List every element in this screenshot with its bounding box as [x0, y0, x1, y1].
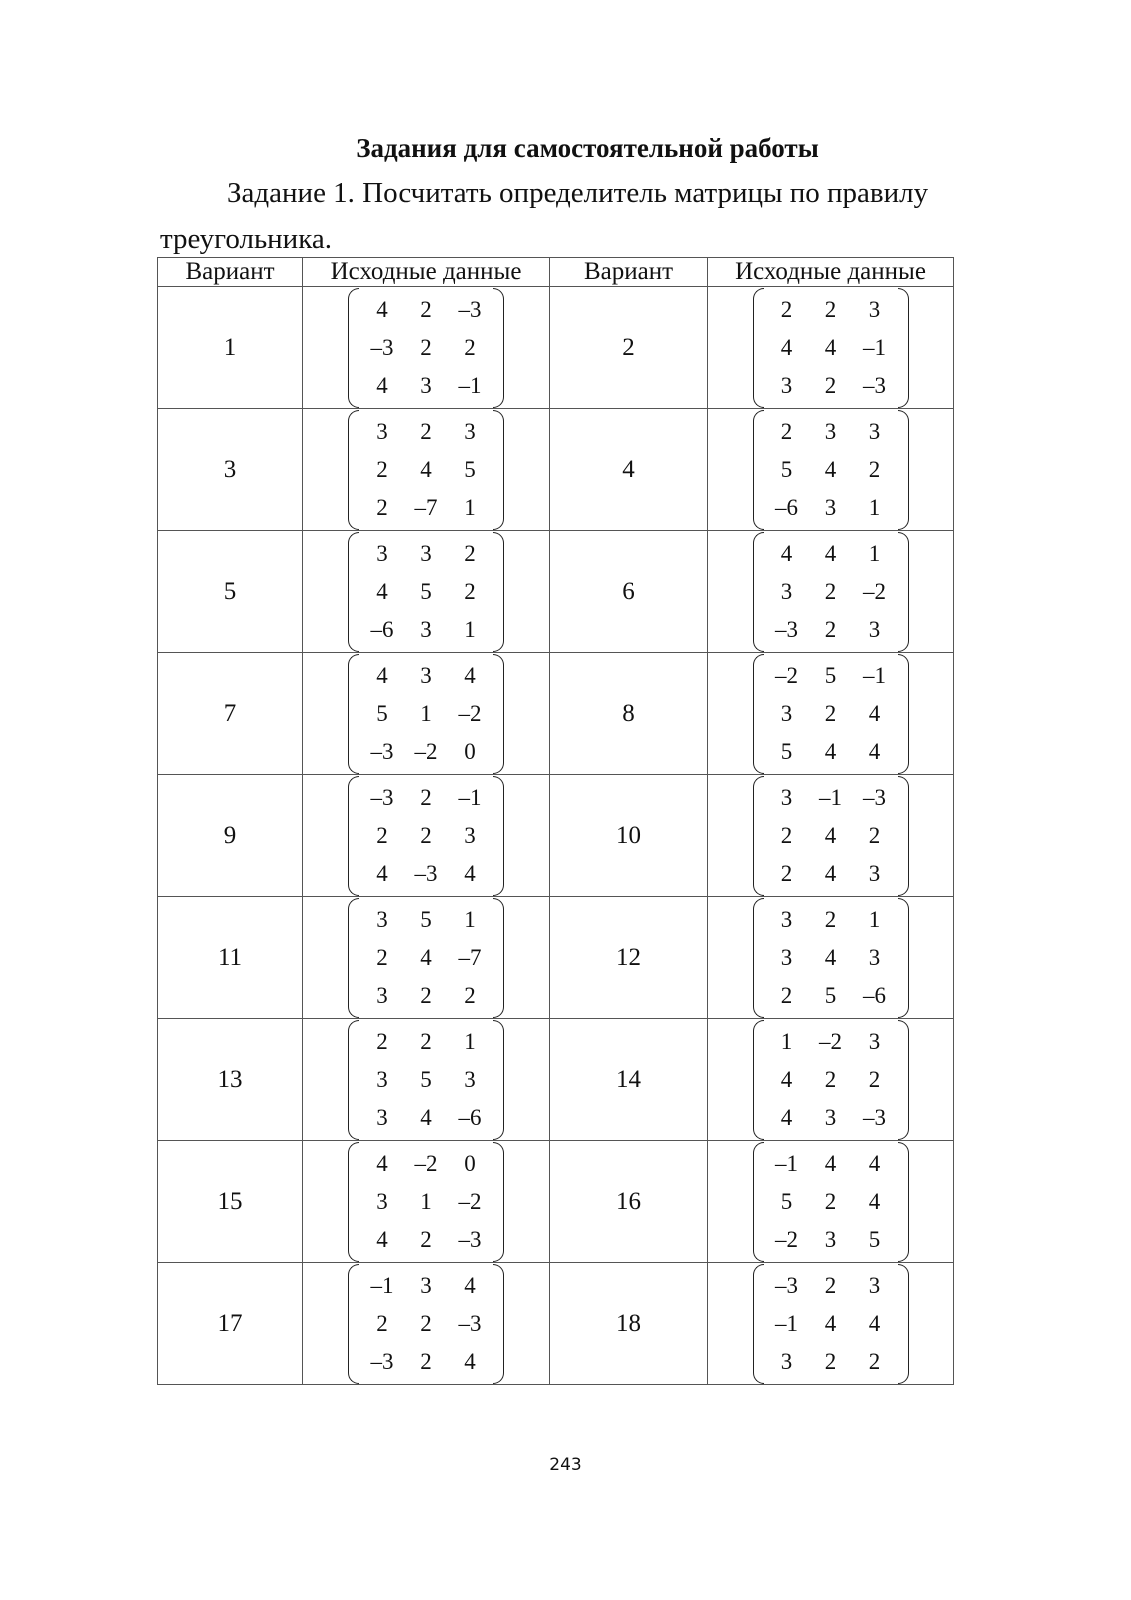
matrix-entry: –3 [863, 372, 886, 398]
variant-number: 8 [550, 653, 708, 775]
matrix-row [360, 1061, 492, 1099]
variant-number: 18 [550, 1263, 708, 1385]
matrix-row [360, 855, 492, 893]
matrix-row [360, 329, 492, 367]
matrix-entry: –1 [458, 372, 482, 398]
matrix-row [765, 611, 897, 649]
matrix-row [765, 1061, 897, 1099]
matrix-entry: 2 [376, 1310, 388, 1336]
matrix-entry: 4 [868, 700, 881, 726]
matrix [753, 1142, 909, 1262]
matrix-entry: 4 [824, 738, 837, 764]
table-header-row [158, 258, 954, 287]
matrix-entry: 5 [824, 982, 837, 1008]
variant-matrix-cell [708, 531, 954, 653]
matrix-entry: 2 [824, 372, 837, 398]
header-variant-left: Вариант [158, 258, 303, 287]
table-row [158, 653, 954, 775]
matrix [753, 776, 909, 896]
matrix-entry: 5 [464, 456, 476, 482]
variant-matrix-cell [303, 653, 550, 775]
matrix-entry: 3 [868, 418, 881, 444]
matrix-row [360, 367, 492, 405]
table-row [158, 409, 954, 531]
matrix-entry: 5 [868, 1226, 881, 1252]
matrix-entry: 4 [868, 1188, 881, 1214]
matrix-entry: 2 [464, 982, 476, 1008]
matrix-entry: 2 [420, 418, 432, 444]
matrix-entry: 4 [868, 1150, 881, 1176]
matrix-row [360, 817, 492, 855]
matrix-entry: –3 [458, 1226, 482, 1252]
matrix-entry: 4 [868, 1310, 881, 1336]
task-statement: Задание 1. Посчитать определитель матрицы по правилу треугольника. [160, 177, 929, 255]
matrix-entry: –2 [819, 1028, 842, 1054]
matrix-entry: 2 [420, 982, 432, 1008]
matrix-entry: 3 [420, 616, 432, 642]
matrix-entry: 5 [420, 578, 432, 604]
matrix-row [360, 779, 492, 817]
matrix-entry: 2 [824, 1348, 837, 1374]
matrix-entry: –3 [370, 1348, 394, 1374]
matrix-row [765, 657, 897, 695]
matrix-entry: 5 [780, 1188, 793, 1214]
matrix-entry: 2 [824, 700, 837, 726]
variant-number: 9 [158, 775, 303, 897]
matrix [753, 898, 909, 1018]
matrix-entry: 4 [824, 1150, 837, 1176]
matrix-entry: –6 [775, 494, 798, 520]
matrix-entry: –3 [863, 1104, 886, 1130]
matrix-row [765, 489, 897, 527]
matrix-entry: 4 [464, 1348, 476, 1374]
matrix-entry: 3 [780, 906, 793, 932]
table-row [158, 897, 954, 1019]
variant-matrix-cell [303, 287, 550, 409]
matrix-entry: 1 [464, 1028, 476, 1054]
matrix-entry: 3 [376, 1188, 388, 1214]
matrix [348, 1020, 504, 1140]
variant-number: 2 [550, 287, 708, 409]
matrix-entry: 4 [824, 456, 837, 482]
variant-number: 1 [158, 287, 303, 409]
matrix-entry: 2 [376, 456, 388, 482]
matrix [753, 410, 909, 530]
matrix-entry: 2 [868, 456, 881, 482]
matrix-entry: 4 [464, 662, 476, 688]
matrix-entry: 2 [420, 1348, 432, 1374]
matrix-entry: –3 [458, 1310, 482, 1336]
matrix-entry: 2 [376, 494, 388, 520]
matrix-entry: 2 [420, 784, 432, 810]
matrix-entry: 2 [420, 1226, 432, 1252]
matrix-entry: 2 [824, 296, 837, 322]
matrix-row [360, 657, 492, 695]
matrix-entry: –3 [863, 784, 886, 810]
matrix-entry: –3 [370, 784, 394, 810]
matrix-row [360, 573, 492, 611]
matrix-row [765, 901, 897, 939]
matrix-row [765, 695, 897, 733]
matrix-entry: 1 [868, 906, 881, 932]
header-data-left: Исходные данные [303, 258, 550, 287]
matrix-entry: 3 [824, 494, 837, 520]
matrix-row [765, 291, 897, 329]
matrix [348, 532, 504, 652]
matrix-row [765, 1023, 897, 1061]
matrix-row [360, 413, 492, 451]
matrix-entry: –1 [819, 784, 842, 810]
matrix-entry: 3 [868, 1272, 881, 1298]
matrix [348, 776, 504, 896]
matrix-row [360, 291, 492, 329]
variant-number: 5 [158, 531, 303, 653]
matrix-entry: 3 [420, 662, 432, 688]
matrix-row [360, 611, 492, 649]
matrix [348, 1264, 504, 1384]
matrix-entry: 3 [420, 372, 432, 398]
matrix-entry: 3 [868, 296, 881, 322]
matrix-entry: –2 [775, 1226, 798, 1252]
variant-matrix-cell [708, 1141, 954, 1263]
page-number: 243 [549, 1455, 582, 1475]
matrix-entry: 2 [824, 616, 837, 642]
matrix-entry: 4 [420, 456, 432, 482]
matrix-entry: 3 [868, 1028, 881, 1054]
matrix [348, 288, 504, 408]
variant-number: 14 [550, 1019, 708, 1141]
matrix-entry: 3 [420, 1272, 432, 1298]
matrix-entry: 2 [464, 578, 476, 604]
matrix-entry: –1 [370, 1272, 394, 1298]
matrix-entry: 4 [420, 1104, 432, 1130]
matrix-row [360, 1221, 492, 1259]
matrix-entry: 2 [824, 1066, 837, 1092]
variant-number: 10 [550, 775, 708, 897]
variant-matrix-cell [708, 287, 954, 409]
matrix-entry: 4 [464, 1272, 476, 1298]
matrix-entry: 3 [376, 1104, 388, 1130]
matrix-entry: 4 [780, 1104, 793, 1130]
variant-number: 7 [158, 653, 303, 775]
matrix-entry: 3 [376, 982, 388, 1008]
matrix-entry: 2 [780, 982, 793, 1008]
matrix-row [360, 695, 492, 733]
matrix-entry: –6 [458, 1104, 482, 1130]
matrix-entry: –3 [370, 738, 394, 764]
matrix-entry: 1 [464, 616, 476, 642]
variant-number: 4 [550, 409, 708, 531]
matrix-row [360, 1267, 492, 1305]
matrix-entry: –2 [775, 662, 798, 688]
matrix-entry: 4 [824, 334, 837, 360]
variant-matrix-cell [708, 409, 954, 531]
variant-matrix-cell [303, 1263, 550, 1385]
matrix-entry: 4 [824, 1310, 837, 1336]
table-row [158, 1263, 954, 1385]
matrix-row [765, 1343, 897, 1381]
matrix-row [765, 329, 897, 367]
table-row [158, 287, 954, 409]
matrix-row [360, 1023, 492, 1061]
matrix-row [360, 1343, 492, 1381]
matrix [753, 654, 909, 774]
matrix-entry: 3 [780, 1348, 793, 1374]
matrix-entry: 2 [420, 1028, 432, 1054]
variant-number: 15 [158, 1141, 303, 1263]
matrix-entry: 2 [376, 944, 388, 970]
matrix-entry: 5 [420, 1066, 432, 1092]
matrix-entry: –3 [775, 1272, 798, 1298]
matrix-entry: –1 [863, 662, 886, 688]
matrix-entry: 3 [780, 784, 793, 810]
matrix-row [765, 535, 897, 573]
matrix-entry: 2 [464, 540, 476, 566]
matrix-entry: 3 [780, 372, 793, 398]
matrix-row [765, 855, 897, 893]
variant-matrix-cell [303, 1019, 550, 1141]
matrix-entry: 2 [824, 906, 837, 932]
matrix-entry: 3 [420, 540, 432, 566]
variant-number: 12 [550, 897, 708, 1019]
header-data-right: Исходные данные [708, 258, 954, 287]
matrix-entry: 3 [780, 944, 793, 970]
matrix-entry: 3 [464, 1066, 476, 1092]
matrix-row [360, 451, 492, 489]
matrix-entry: 3 [824, 418, 837, 444]
matrix-row [765, 1183, 897, 1221]
table-row [158, 775, 954, 897]
matrix-row [765, 1221, 897, 1259]
matrix-entry: 1 [420, 700, 432, 726]
matrix-entry: –3 [458, 296, 482, 322]
matrix-entry: 4 [780, 1066, 793, 1092]
matrix [753, 532, 909, 652]
matrix-entry: 2 [464, 334, 476, 360]
matrix-entry: –2 [458, 1188, 482, 1214]
matrix-entry: –3 [414, 860, 438, 886]
matrix-entry: –1 [775, 1150, 798, 1176]
matrix-entry: 0 [464, 1150, 476, 1176]
matrix-entry: 5 [376, 700, 388, 726]
matrix-entry: 2 [376, 822, 388, 848]
matrix-entry: 4 [464, 860, 476, 886]
variant-matrix-cell [708, 897, 954, 1019]
matrix-entry: –7 [414, 494, 438, 520]
matrix-entry: 1 [868, 540, 881, 566]
matrix-entry: 2 [780, 296, 793, 322]
variant-number: 11 [158, 897, 303, 1019]
matrix-entry: 3 [868, 944, 881, 970]
matrix-row [360, 939, 492, 977]
matrix-entry: 4 [780, 334, 793, 360]
matrix-entry: –7 [458, 944, 482, 970]
matrix-entry: –1 [775, 1310, 798, 1336]
matrix-row [765, 451, 897, 489]
matrix-entry: 4 [376, 1226, 388, 1252]
variant-matrix-cell [708, 653, 954, 775]
matrix-entry: 2 [780, 822, 793, 848]
table-row [158, 1019, 954, 1141]
matrix-entry: 3 [868, 860, 881, 886]
matrix-entry: 4 [868, 738, 881, 764]
matrix-entry: 2 [780, 418, 793, 444]
variant-matrix-cell [708, 1019, 954, 1141]
matrix-row [360, 1145, 492, 1183]
matrix-entry: 2 [420, 296, 432, 322]
matrix-row [765, 1305, 897, 1343]
matrix-entry: 1 [464, 494, 476, 520]
matrix-entry: 2 [420, 1310, 432, 1336]
matrix-entry: 0 [464, 738, 476, 764]
matrix-entry: 3 [376, 1066, 388, 1092]
matrix-entry: 3 [780, 578, 793, 604]
matrix-row [765, 733, 897, 771]
matrix [753, 1020, 909, 1140]
matrix-entry: –1 [863, 334, 886, 360]
matrix-entry: 2 [868, 1066, 881, 1092]
matrix [348, 654, 504, 774]
matrix-entry: 1 [780, 1028, 793, 1054]
matrix-entry: –2 [863, 578, 886, 604]
matrix-entry: 2 [824, 1272, 837, 1298]
matrix-entry: 4 [376, 296, 388, 322]
matrix-entry: 5 [420, 906, 432, 932]
variant-matrix-cell [303, 775, 550, 897]
matrix-entry: 3 [824, 1104, 837, 1130]
matrix [753, 1264, 909, 1384]
table-row [158, 1141, 954, 1263]
matrix-row [360, 1183, 492, 1221]
matrix-entry: 3 [780, 700, 793, 726]
variants-table [157, 257, 954, 1385]
variant-matrix-cell [303, 1141, 550, 1263]
matrix-entry: 3 [824, 1226, 837, 1252]
variant-number: 6 [550, 531, 708, 653]
matrix-entry: 4 [824, 944, 837, 970]
matrix-entry: 2 [420, 822, 432, 848]
matrix-entry: –2 [414, 738, 438, 764]
matrix-row [765, 1145, 897, 1183]
matrix-entry: 3 [376, 906, 388, 932]
matrix-entry: 2 [868, 822, 881, 848]
matrix-entry: 1 [464, 906, 476, 932]
matrix-row [360, 733, 492, 771]
matrix-entry: 1 [868, 494, 881, 520]
variant-number: 17 [158, 1263, 303, 1385]
matrix-row [765, 573, 897, 611]
matrix-entry: –6 [370, 616, 394, 642]
matrix-entry: 4 [376, 578, 388, 604]
matrix-entry: –3 [370, 334, 394, 360]
matrix-entry: –2 [414, 1150, 438, 1176]
table-body [158, 287, 954, 1385]
matrix-row [765, 939, 897, 977]
variant-matrix-cell [708, 1263, 954, 1385]
variant-matrix-cell [303, 409, 550, 531]
matrix-entry: 5 [824, 662, 837, 688]
matrix-entry: 4 [376, 662, 388, 688]
matrix [348, 898, 504, 1018]
matrix-row [765, 1099, 897, 1137]
matrix-entry: 4 [824, 822, 837, 848]
variant-matrix-cell [708, 775, 954, 897]
matrix-row [360, 901, 492, 939]
matrix-entry: 1 [420, 1188, 432, 1214]
matrix-entry: 3 [376, 418, 388, 444]
matrix-entry: 2 [780, 860, 793, 886]
matrix-entry: 4 [780, 540, 793, 566]
matrix-row [360, 1305, 492, 1343]
matrix-entry: 4 [420, 944, 432, 970]
matrix-row [360, 977, 492, 1015]
variant-number: 16 [550, 1141, 708, 1263]
matrix-entry: 4 [376, 860, 388, 886]
matrix-row [360, 1099, 492, 1137]
matrix-row [765, 1267, 897, 1305]
matrix-row [765, 413, 897, 451]
matrix-entry: 5 [780, 456, 793, 482]
table-row [158, 531, 954, 653]
matrix-entry: –2 [458, 700, 482, 726]
matrix-entry: 2 [824, 578, 837, 604]
variant-number: 3 [158, 409, 303, 531]
matrix-entry: 4 [824, 860, 837, 886]
matrix-row [360, 489, 492, 527]
matrix-entry: 2 [420, 334, 432, 360]
matrix-row [360, 535, 492, 573]
matrix-entry: 3 [464, 822, 476, 848]
matrix-entry: 4 [824, 540, 837, 566]
section-title: Задания для самостоятельной работы [356, 133, 819, 163]
matrix-row [765, 779, 897, 817]
matrix-entry: 2 [824, 1188, 837, 1214]
matrix-entry: 3 [376, 540, 388, 566]
matrix-entry: 2 [376, 1028, 388, 1054]
matrix [348, 1142, 504, 1262]
matrix-entry: 5 [780, 738, 793, 764]
matrix-row [765, 367, 897, 405]
matrix-entry: 4 [376, 1150, 388, 1176]
matrix-entry: –6 [863, 982, 886, 1008]
matrix-entry: 4 [376, 372, 388, 398]
variant-matrix-cell [303, 531, 550, 653]
variant-matrix-cell [303, 897, 550, 1019]
matrix-row [765, 817, 897, 855]
matrix-entry: 3 [464, 418, 476, 444]
header-variant-right: Вариант [550, 258, 708, 287]
matrix-entry: 2 [868, 1348, 881, 1374]
matrix-entry: 3 [868, 616, 881, 642]
matrix [348, 410, 504, 530]
matrix [753, 288, 909, 408]
matrix-entry: –1 [458, 784, 482, 810]
variant-number: 13 [158, 1019, 303, 1141]
matrix-entry: –3 [775, 616, 798, 642]
matrix-row [765, 977, 897, 1015]
